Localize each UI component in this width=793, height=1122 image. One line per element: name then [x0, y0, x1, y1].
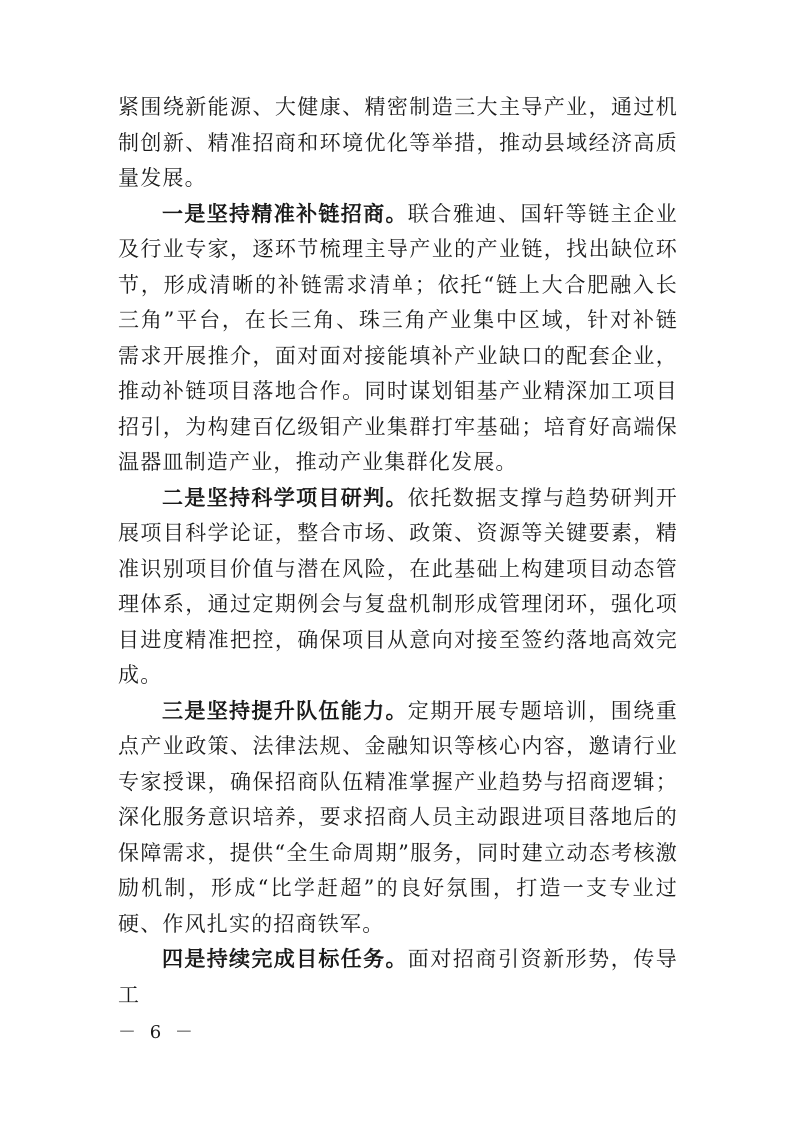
- section-paragraph-2: [118, 481, 678, 694]
- intro-paragraph: [118, 90, 678, 197]
- section-paragraph-4: [118, 942, 678, 1013]
- page-number: － 6 －: [118, 1022, 197, 1043]
- section-body-1: 联合雅迪、国轩等链主企业及行业专家，逐环节梳理主导产业的产业链，找出缺位环节，形成清晰的补链需求清单；依托“链上大合肥融入长三角”平台，在长三角、珠三角产业集中区域，针对补链需求开展推介，面对面对接能填补产业缺口的配套企业，推动补链项目落地合作。同时谋划钼基产业精深加工项目招引，为构建百亿级钼产业集群打牢基础；培育好高端保温器皿制造产业，推动产业集群化发展。: [118, 201, 678, 474]
- section-paragraph-1: [118, 197, 678, 481]
- section-paragraph-3: [118, 694, 678, 943]
- section-body-4: 面对招商引资新形势，传导工: [118, 947, 678, 1007]
- intro-text: 紧围绕新能源、大健康、精密制造三大主导产业，通过机制创新、精准招商和环境优化等举措，推动县域经济高质量发展。: [118, 95, 678, 190]
- section-heading-1: 一是坚持精准补链招商。: [162, 201, 408, 226]
- section-heading-2: 二是坚持科学项目研判。: [162, 485, 408, 510]
- section-heading-4: 四是持续完成目标任务。: [162, 947, 408, 971]
- document-page: [118, 90, 678, 1013]
- section-body-2: 依托数据支撑与趋势研判开展项目科学论证，整合市场、政策、资源等关键要素，精准识别项目价值与潜在风险，在此基础上构建项目动态管理体系，通过定期例会与复盘机制形成管理闭环，强化项目进度精准把控，确保项目从意向对接至签约落地高效完成。: [118, 485, 678, 687]
- section-heading-3: 三是坚持提升队伍能力。: [162, 698, 408, 723]
- section-body-3: 定期开展专题培训，围绕重点产业政策、法律法规、金融知识等核心内容，邀请行业专家授课，确保招商队伍精准掌握产业趋势与招商逻辑；深化服务意识培养，要求招商人员主动跟进项目落地后的保障需求，提供“全生命周期”服务，同时建立动态考核激励机制，形成“比学赶超”的良好氛围，打造一支专业过硬、作风扎实的招商铁军。: [118, 698, 678, 936]
